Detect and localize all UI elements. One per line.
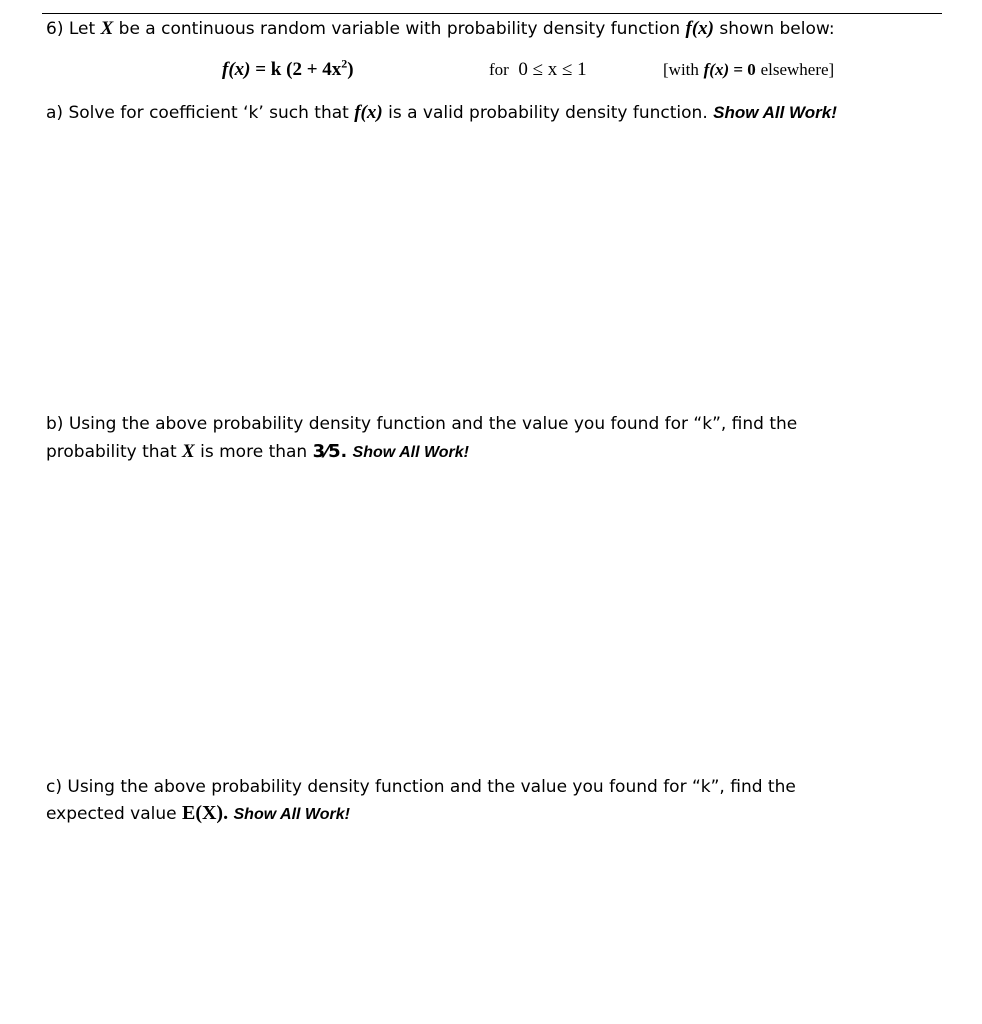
part-b-text-mid: is more than (200, 442, 308, 462)
else-fx: f(x) (703, 60, 730, 79)
top-rule (42, 13, 942, 14)
part-c-line1: c) Using the above probability density function and the value you found for “k”, find the (46, 777, 796, 797)
part-a-text-before: a) Solve for coefficient ‘k’ such that (46, 103, 349, 123)
for-label: for (489, 60, 509, 79)
part-c-answer-space[interactable] (42, 835, 942, 1015)
formula-domain (489, 56, 587, 84)
problem-number: 6) (46, 19, 64, 39)
part-a-emphasis: Show All Work! (713, 103, 837, 122)
part-a-text-after: is a valid probability density function. (388, 103, 708, 123)
problem-statement (46, 15, 835, 43)
formula-close: ) (347, 59, 354, 80)
pdf-formula (222, 56, 354, 84)
else-open: [with (663, 60, 699, 79)
intro-after: shown below: (719, 19, 835, 39)
formula-elsewhere (663, 56, 834, 84)
part-b-line2 (46, 438, 469, 467)
domain-range: 0 ≤ x ≤ 1 (518, 59, 587, 80)
part-b-period: . (340, 442, 348, 462)
part-b-text-before: probability that (46, 442, 177, 462)
part-c-emphasis: Show All Work! (233, 806, 350, 823)
part-c-expected-value: E(X). (181, 802, 229, 824)
else-word: elsewhere] (760, 60, 835, 79)
part-c-line2 (46, 799, 350, 829)
intro-mid: be a continuous random variable with probability density function (118, 19, 681, 39)
variable-x: X (100, 18, 114, 39)
part-c-text-before: expected value (46, 804, 177, 824)
else-eq: = 0 (729, 60, 756, 79)
part-a-answer-space[interactable] (42, 135, 942, 395)
part-b-line1: b) Using the above probability density function and the value you found for “k”, find the (46, 414, 798, 434)
part-b-fraction: 3⁄5 (312, 441, 341, 462)
part-b-answer-space[interactable] (42, 475, 942, 760)
intro-before: Let (68, 19, 96, 39)
formula-lhs: f(x) (222, 59, 251, 80)
part-b-emphasis: Show All Work! (352, 444, 469, 461)
fx-symbol: f(x) (685, 18, 714, 39)
part-a (46, 99, 837, 127)
formula-eq: = k (2 + 4x (250, 59, 342, 80)
formula-exponent: 2 (341, 56, 348, 71)
part-b-variable-x: X (182, 441, 195, 462)
part-a-fx: f(x) (354, 102, 383, 123)
